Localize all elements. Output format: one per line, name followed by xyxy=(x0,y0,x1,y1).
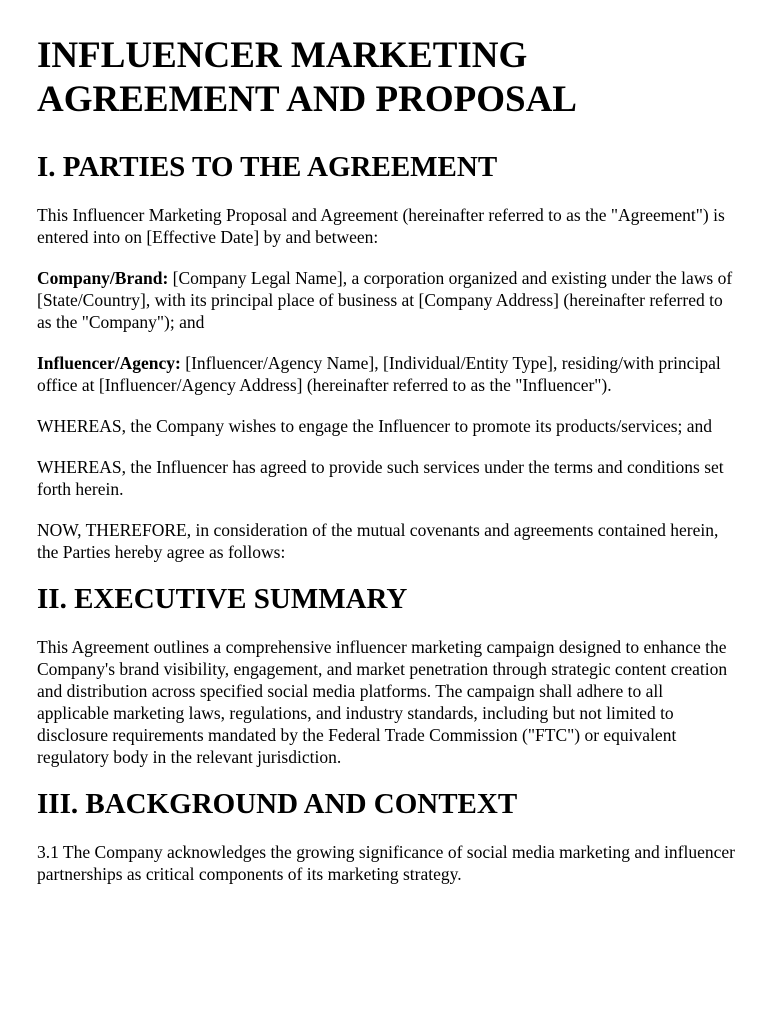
company-text: [Company Legal Name], a corporation organized and existing under the laws of [State/Country], with its principal place of business at [Company Address] (hereinafter referred to as the "Company"); and xyxy=(37,268,733,332)
section-heading-background: III. BACKGROUND AND CONTEXT xyxy=(37,788,518,820)
section-heading-parties: I. PARTIES TO THE AGREEMENT xyxy=(37,151,498,183)
whereas-clause-1: WHEREAS, the Company wishes to engage the Influencer to promote its products/services; and xyxy=(37,416,713,436)
document-title: INFLUENCER MARKETING AGREEMENT AND PROPOSAL xyxy=(37,35,577,120)
parties-intro: This Influencer Marketing Proposal and Agreement (hereinafter referred to as the "Agreement") is entered into on [Effective Date] by and between: xyxy=(37,205,725,247)
background-paragraph-3-1: 3.1 The Company acknowledges the growing significance of social media marketing and influencer partnerships as critical components of its marketing strategy. xyxy=(37,842,736,884)
influencer-text: [Influencer/Agency Name], [Individual/Entity Type], residing/with principal office at [Influencer/Agency Address] (hereinafter referred to as the "Influencer"). xyxy=(37,353,721,395)
section-heading-executive-summary: II. EXECUTIVE SUMMARY xyxy=(37,583,408,615)
company-paragraph xyxy=(37,267,737,333)
executive-summary-body: This Agreement outlines a comprehensive influencer marketing campaign designed to enhance the Company's brand visibility, engagement, and market penetration through strategic content creation and distribution across specified social media platforms. The campaign shall adhere to all applicable marketing laws, regulations, and industry standards, including but not limited to disclosure requirements mandated by the Federal Trade Commission ("FTC") or equivalent regulatory body in the relevant jurisdiction. xyxy=(37,637,728,767)
influencer-label: Influencer/Agency: xyxy=(37,353,181,373)
company-label: Company/Brand: xyxy=(37,268,169,288)
now-therefore-clause: NOW, THEREFORE, in consideration of the mutual covenants and agreements contained herein, the Parties hereby agree as follows: xyxy=(37,520,719,562)
influencer-paragraph xyxy=(37,352,737,396)
document-page xyxy=(37,34,737,904)
whereas-clause-2: WHEREAS, the Influencer has agreed to provide such services under the terms and conditions set forth herein. xyxy=(37,457,724,499)
